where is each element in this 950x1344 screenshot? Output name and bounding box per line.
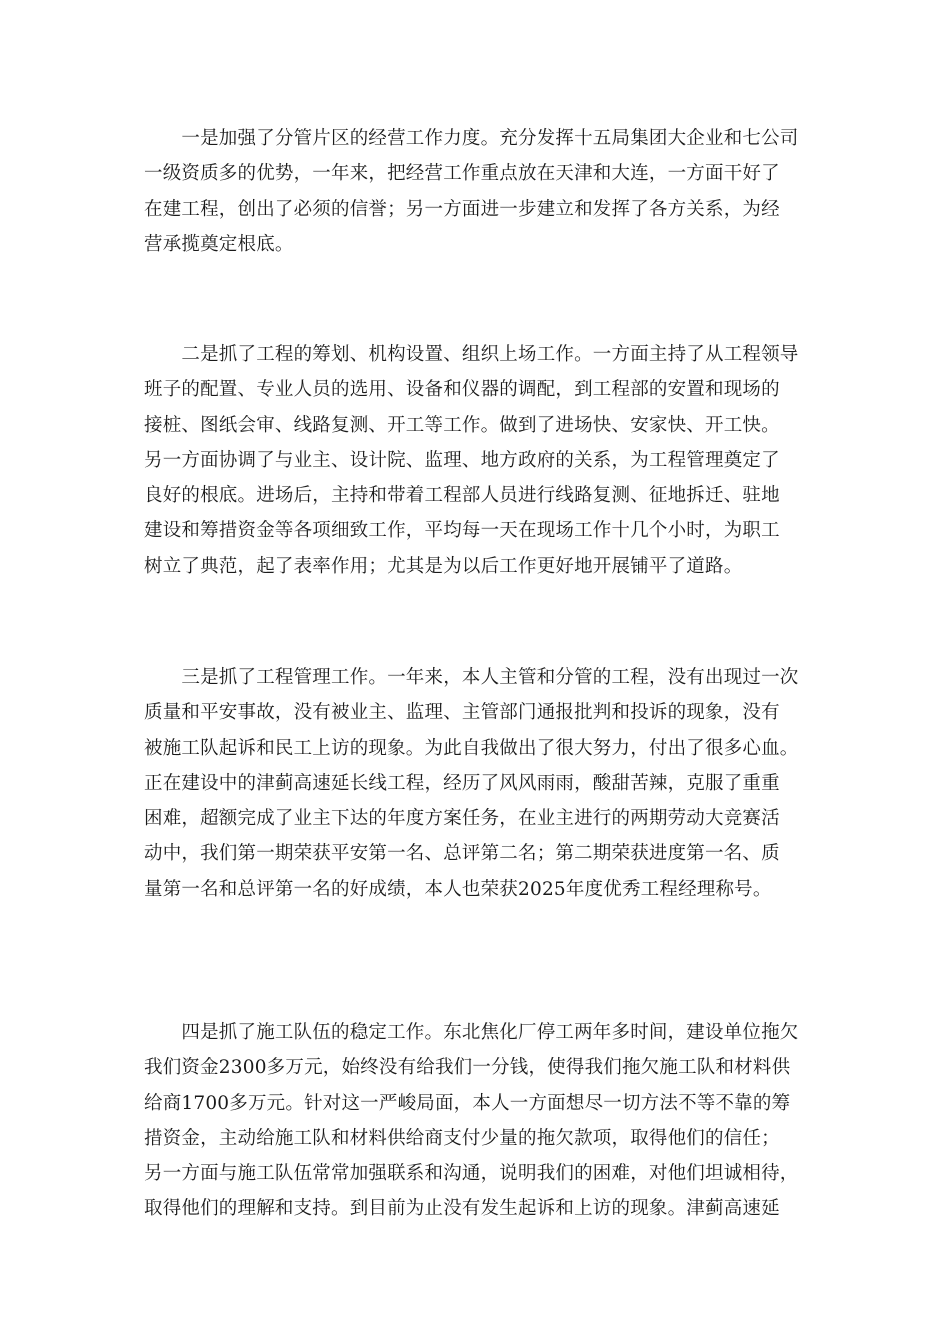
- paragraph-project-planning: 二是抓了工程的筹划、机构设置、组织上场工作。一方面主持了从工程领导 班子的配置、专业人员的选用、设备和仪器的调配，到工程部的安置和现场的 接桩、图纸会审、线路复测、开工等工作。做到了进场快、安家快、开工快。 另一方面协调了与业主、设计院、监理、地方政府的关系，为工程管理奠定了 良好的根底。进场后，主持和带着工程部人员进行线路复测、征地拆迁、驻地 建设和筹措资金等各项细致工作，平均每一天在现场工作十几个小时，为职工 树立了典范，起了表率作用；尤其是为以后工作更好地开展铺平了道路。: [144, 344, 799, 577]
- paragraph-project-management: 三是抓了工程管理工作。一年来，本人主管和分管的工程，没有出现过一次 质量和平安事故，没有被业主、监理、主管部门通报批判和投诉的现象，没有 被施工队起诉和民工上访的现象。为此自我做出了很大努力，付出了很多心血。 正在建设中的津蓟高速延长线工程，经历了风风雨雨，酸甜苦辣，克服了重重 困难，超额完成了业主下达的年度方案任务，在业主进行的两期劳动大竞赛活 动中，我们第一期荣获平安第一名、总评第二名；第二期荣获进度第一名、质 量第一名和总评第一名的好成绩，本人也荣获2025年度优秀工程经理称号。: [144, 667, 799, 900]
- paragraph-operations: 一是加强了分管片区的经营工作力度。充分发挥十五局集团大企业和七公司 一级资质多的优势，一年来，把经营工作重点放在天津和大连，一方面干好了 在建工程，创出了必须的信誉；另一方面进一步建立和发挥了各方关系，为经 营承揽奠定根底。: [144, 128, 799, 255]
- paragraph-team-stability: 四是抓了施工队伍的稳定工作。东北焦化厂停工两年多时间，建设单位拖欠 我们资金2300多万元，始终没有给我们一分钱，使得我们拖欠施工队和材料供 给商1700多万元。针对这一严峻局面，本人一方面想尽一切方法不等不靠的筹 措资金，主动给施工队和材料供给商支付少量的拖欠款项，取得他们的信任； 另一方面与施工队伍常常加强联系和沟通，说明我们的困难，对他们坦诚相待， 取得他们的理解和支持。到目前为止没有发生起诉和上访的现象。津蓟高速延: [144, 1022, 799, 1220]
